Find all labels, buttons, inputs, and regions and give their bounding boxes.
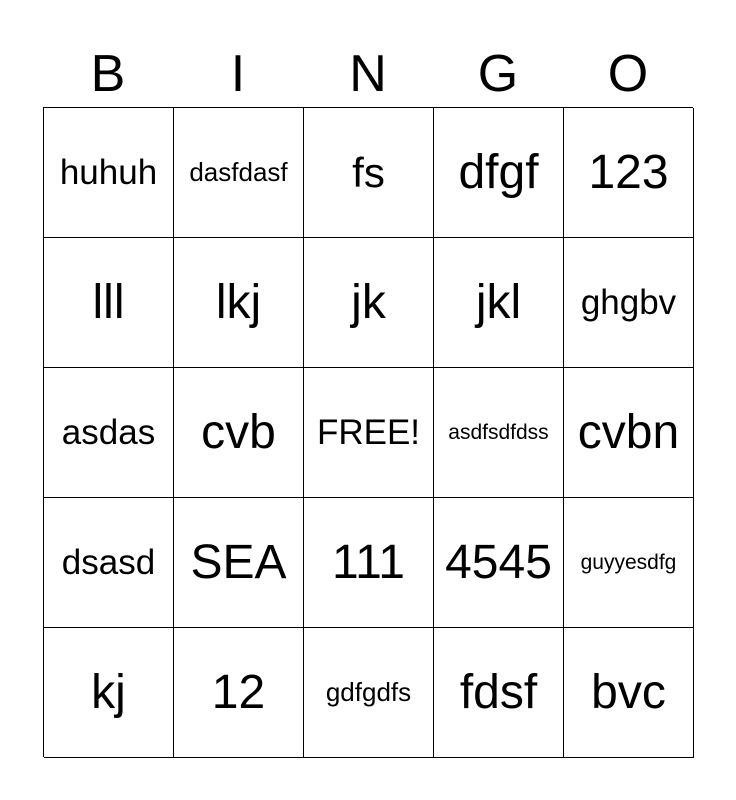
header-letter-n: N <box>349 45 387 103</box>
bingo-cell[interactable]: dfgf <box>434 108 564 238</box>
bingo-cell[interactable]: asdas <box>44 368 174 498</box>
bingo-cell[interactable]: cvb <box>174 368 304 498</box>
bingo-grid <box>43 107 693 757</box>
bingo-cell[interactable]: SEA <box>174 498 304 628</box>
bingo-cell[interactable]: cvbn <box>564 368 694 498</box>
bingo-cell[interactable]: 4545 <box>434 498 564 628</box>
bingo-cell[interactable]: jkl <box>434 238 564 368</box>
bingo-cell[interactable]: guyyesdfg <box>564 498 694 628</box>
bingo-cell[interactable]: 123 <box>564 108 694 238</box>
header-letter-b: B <box>90 45 126 103</box>
bingo-cell[interactable]: bvc <box>564 628 694 758</box>
bingo-cell[interactable]: huhuh <box>44 108 174 238</box>
free-space-cell[interactable]: FREE! <box>304 368 434 498</box>
bingo-cell[interactable]: dasfdasf <box>174 108 304 238</box>
bingo-cell[interactable]: fdsf <box>434 628 564 758</box>
bingo-cell[interactable]: kj <box>44 628 174 758</box>
header-letter-o: O <box>607 45 649 103</box>
bingo-cell[interactable]: gdfgdfs <box>304 628 434 758</box>
bingo-cell[interactable]: lkj <box>174 238 304 368</box>
bingo-cell[interactable]: 12 <box>174 628 304 758</box>
bingo-cell[interactable]: jk <box>304 238 434 368</box>
bingo-cell[interactable]: dsasd <box>44 498 174 628</box>
bingo-cell[interactable]: asdfsdfdss <box>434 368 564 498</box>
bingo-cell[interactable]: 111 <box>304 498 434 628</box>
bingo-cell[interactable]: ghgbv <box>564 238 694 368</box>
header-letter-g: G <box>477 45 519 103</box>
header-letter-i: I <box>230 45 246 103</box>
bingo-cell[interactable]: lll <box>44 238 174 368</box>
bingo-header <box>43 40 693 108</box>
bingo-cell[interactable]: fs <box>304 108 434 238</box>
